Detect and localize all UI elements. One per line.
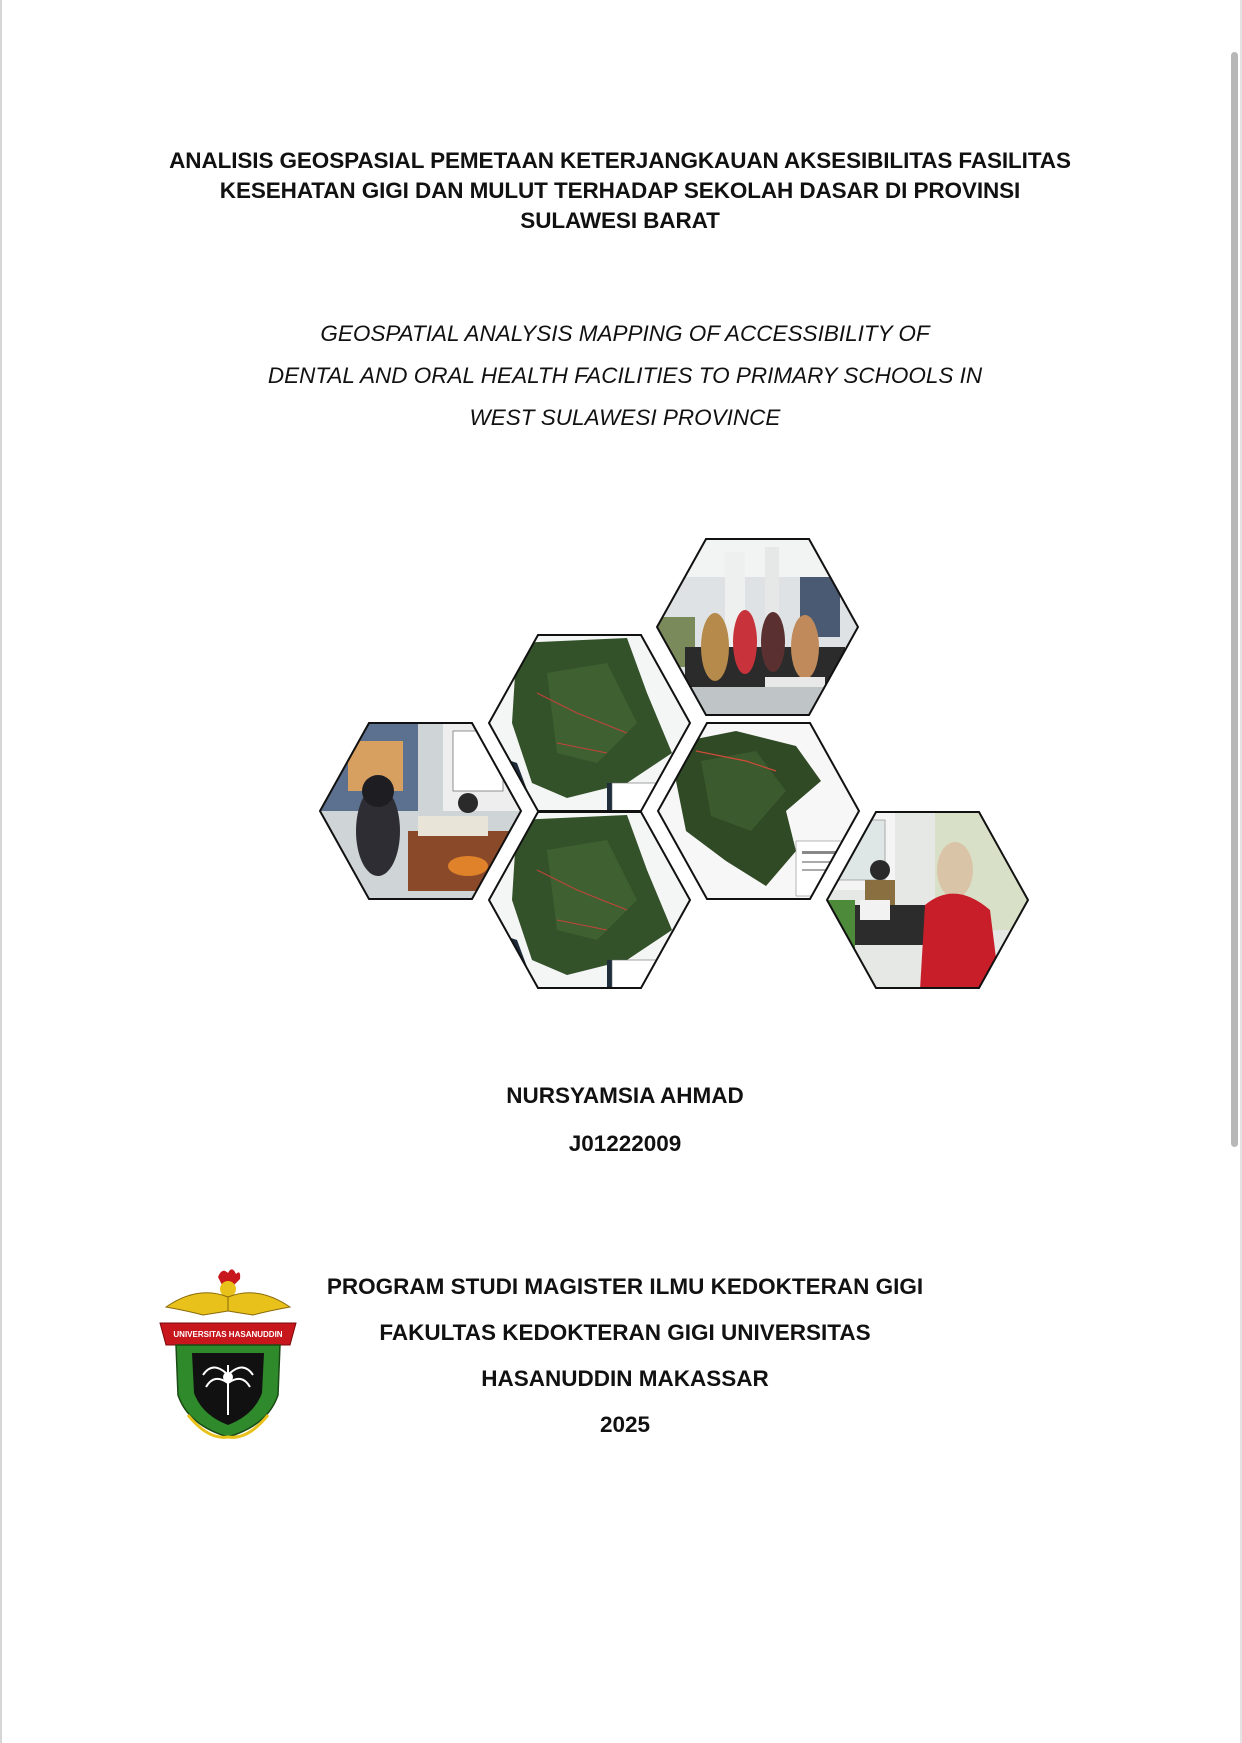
author-name: NURSYAMSIA AHMAD [506, 1083, 744, 1108]
university-logo [158, 1265, 298, 1445]
student-id: J01222009 [568, 1131, 682, 1156]
title-id-line-3: SULAWESI BARAT [520, 208, 720, 233]
page-edge-left [0, 0, 2, 1743]
title-en-line-2: DENTAL AND ORAL HEALTH FACILITIES TO PRIMARY SCHOOLS IN [267, 363, 983, 388]
map-photo-hex-bottom [487, 810, 692, 990]
title-en-line-3: WEST SULAWESI PROVINCE [469, 405, 781, 430]
document-title-english [200, 313, 1050, 439]
svg-text:UNIVERSITAS HASANUDDIN: UNIVERSITAS HASANUDDIN [173, 1330, 283, 1339]
consultation-photo-hex [825, 810, 1030, 990]
institution-block [300, 1272, 950, 1456]
title-id-line-1: ANALISIS GEOSPASIAL PEMETAAN KETERJANGKAUAN AKSESIBILITAS FASILITAS [169, 148, 1071, 173]
institution-line-2: FAKULTAS KEDOKTERAN GIGI UNIVERSITAS [379, 1320, 871, 1345]
title-id-line-2: KESEHATAN GIGI DAN MULUT TERHADAP SEKOLAH DASAR DI PROVINSI [219, 178, 1021, 203]
publication-year: 2025 [599, 1412, 651, 1437]
document-title-indonesian [140, 146, 1100, 236]
institution-line-3: HASANUDDIN MAKASSAR [481, 1366, 769, 1391]
author-block [420, 1081, 830, 1177]
institution-line-1: PROGRAM STUDI MAGISTER ILMU KEDOKTERAN GIGI [326, 1274, 924, 1299]
scrollbar-thumb[interactable] [1231, 52, 1238, 1147]
title-en-line-1: GEOSPATIAL ANALYSIS MAPPING OF ACCESSIBILITY OF [320, 321, 930, 346]
